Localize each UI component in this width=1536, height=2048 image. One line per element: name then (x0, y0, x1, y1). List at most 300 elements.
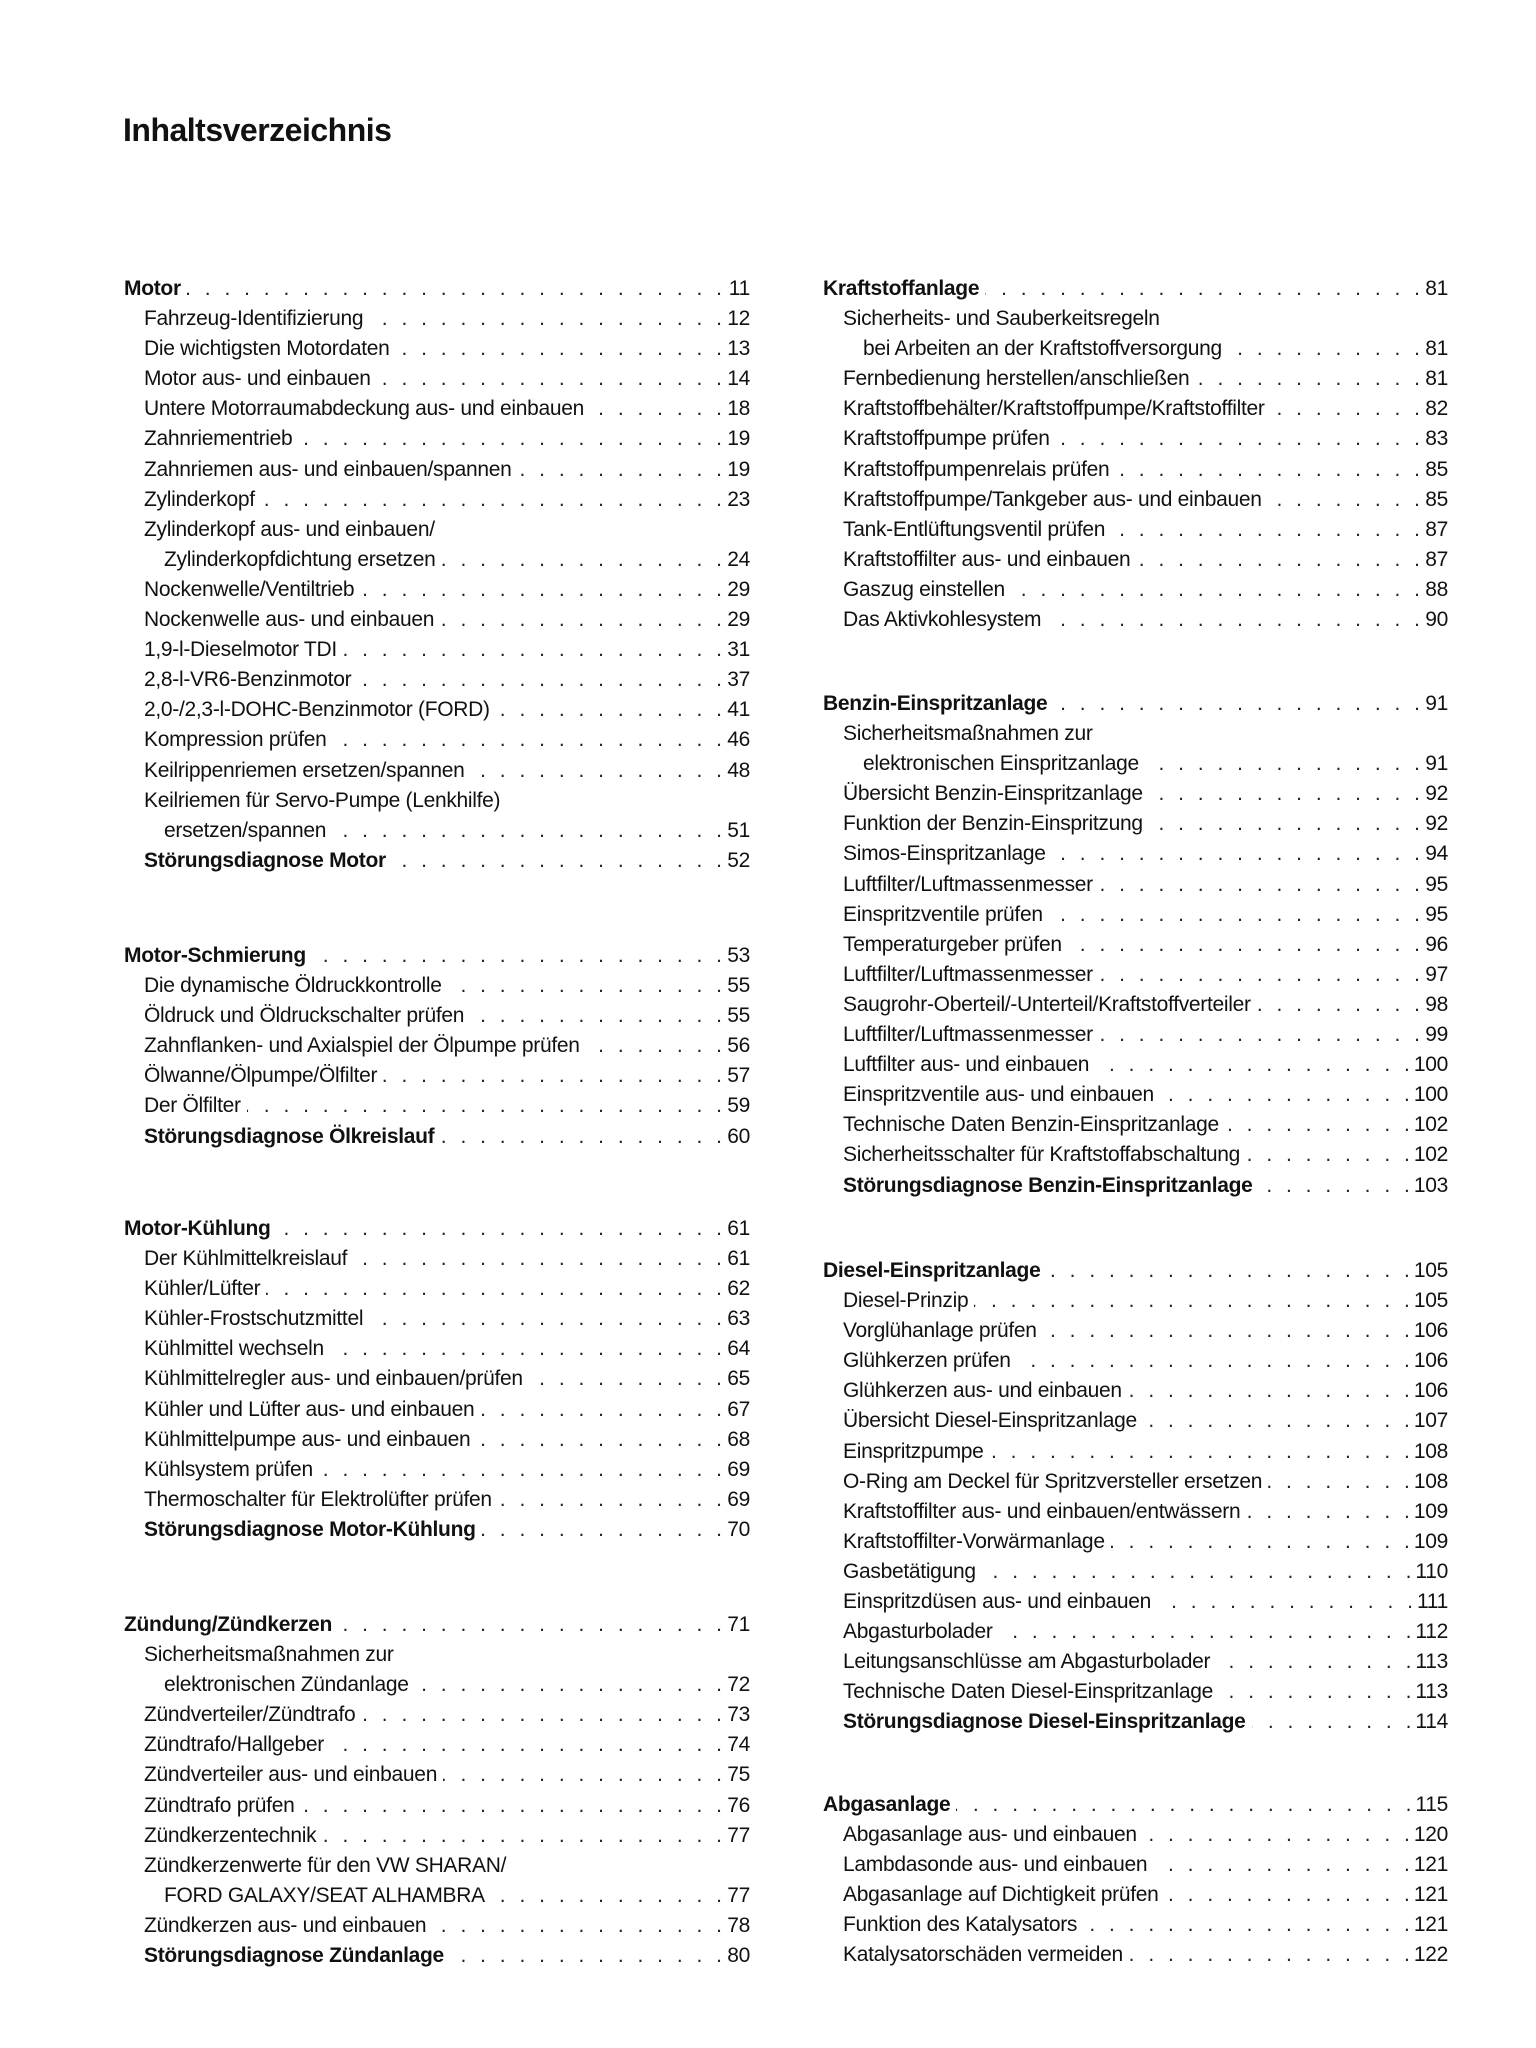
page-number: 24 (727, 547, 750, 571)
page-number: 61 (727, 1247, 750, 1271)
dot-leader (261, 485, 722, 515)
toc-entry[interactable] (823, 870, 1448, 900)
toc-entry[interactable] (124, 1791, 750, 1821)
entry-title: Zündkerzentechnik (144, 1823, 317, 1847)
dot-leader (999, 1617, 1412, 1647)
toc-entry-continuation[interactable] (823, 334, 1448, 364)
dot-leader (353, 1244, 722, 1274)
toc-entry[interactable] (823, 1617, 1448, 1647)
entry-title: Zündung/Zündkerzen (124, 1613, 333, 1636)
toc-entry[interactable] (124, 1334, 750, 1364)
dot-leader (1246, 1140, 1410, 1170)
toc-entry[interactable] (823, 364, 1448, 394)
entry-title: Kompression prüfen (144, 728, 327, 752)
toc-entry[interactable] (124, 846, 750, 876)
section-heading[interactable] (124, 274, 750, 304)
toc-entry[interactable] (823, 1316, 1448, 1346)
page-number: 81 (1425, 277, 1448, 300)
dot-leader (1143, 1820, 1410, 1850)
dot-leader (1099, 960, 1420, 990)
page-number: 110 (1415, 1559, 1448, 1583)
toc-entry[interactable] (823, 575, 1448, 605)
toc-entry[interactable] (124, 1851, 750, 1881)
toc-section (124, 274, 750, 876)
page-number: 13 (727, 337, 750, 361)
entry-title: elektronischen Zündanlage (164, 1673, 409, 1697)
page-number: 121 (1413, 1913, 1448, 1937)
toc-entry[interactable] (823, 1346, 1448, 1376)
dot-leader (1160, 1080, 1410, 1110)
entry-title: Einspritzventile aus- und einbauen (843, 1083, 1154, 1107)
toc-entry[interactable] (124, 665, 750, 695)
page-number: 122 (1413, 1943, 1448, 1967)
toc-entry[interactable] (124, 1515, 750, 1545)
entry-title: Kraftstoffbehälter/Kraftstoffpumpe/Kraftstoffilter (843, 397, 1265, 421)
toc-entry[interactable] (124, 1821, 750, 1851)
dot-leader (1165, 1880, 1410, 1910)
toc-entry[interactable] (124, 515, 750, 545)
dot-leader (440, 1122, 722, 1152)
entry-title: Störungsdiagnose Motor-Kühlung (144, 1517, 476, 1541)
toc-entry[interactable] (124, 394, 750, 424)
dot-leader (1056, 424, 1420, 454)
page-number: 71 (727, 1613, 750, 1636)
dot-leader (1068, 930, 1420, 960)
entry-title: Luftfilter/Luftmassenmesser (843, 962, 1093, 986)
dot-leader (300, 1791, 722, 1821)
entry-title: Störungsdiagnose Diesel-Einspritzanlage (843, 1710, 1246, 1734)
toc-entry[interactable] (823, 455, 1448, 485)
page-number: 107 (1413, 1409, 1448, 1433)
page-number: 108 (1413, 1469, 1448, 1493)
entry-title: Benzin-Einspritzanlage (823, 692, 1048, 715)
page-number: 98 (1425, 992, 1448, 1016)
entry-title: Zahnriementrieb (144, 427, 293, 451)
page-number: 57 (727, 1064, 750, 1088)
dot-leader (330, 1730, 722, 1760)
entry-title: Luftfilter/Luftmassenmesser (843, 1023, 1093, 1047)
entry-title: Motor (124, 277, 181, 300)
toc-entry[interactable] (823, 1940, 1448, 1970)
toc-entry-continuation[interactable] (124, 1881, 750, 1911)
dot-leader (982, 1557, 1412, 1587)
entry-title: Kühler und Lüfter aus- und einbauen (144, 1397, 475, 1421)
page-number: 113 (1415, 1650, 1448, 1674)
page-number: 61 (727, 1217, 750, 1240)
section-heading[interactable] (823, 1256, 1448, 1286)
toc-entry[interactable] (124, 1364, 750, 1394)
toc-entry[interactable] (823, 1497, 1448, 1527)
entry-title: Sicherheitsschalter für Kraftstoffabschaltung (843, 1143, 1240, 1167)
entry-title: Störungsdiagnose Motor (144, 848, 386, 872)
entry-title: Luftfilter aus- und einbauen (843, 1053, 1090, 1077)
entry-title: Funktion der Benzin-Einspritzung (843, 812, 1143, 836)
page-number: 19 (727, 457, 750, 481)
page-number: 48 (727, 758, 750, 782)
entry-title: Zündtrafo prüfen (144, 1793, 295, 1817)
toc-entry[interactable] (823, 545, 1448, 575)
entry-title: Kühlsystem prüfen (144, 1457, 313, 1481)
toc-entry[interactable] (823, 960, 1448, 990)
dot-leader (1153, 1850, 1410, 1880)
toc-entry-continuation[interactable] (124, 545, 750, 575)
toc-entry[interactable] (124, 575, 750, 605)
toc-entry[interactable] (124, 1485, 750, 1515)
toc-entry[interactable] (823, 424, 1448, 454)
section-heading[interactable] (124, 941, 750, 971)
dot-leader (432, 1911, 722, 1941)
dot-leader (990, 1437, 1410, 1467)
dot-leader (1216, 1647, 1411, 1677)
entry-title: Zündkerzenwerte für den VW SHARAN/ (144, 1853, 507, 1877)
toc-entry[interactable] (823, 1171, 1448, 1201)
entry-title: Technische Daten Benzin-Einspritzanlage (843, 1113, 1219, 1137)
page-number: 14 (727, 367, 750, 391)
page-number: 113 (1415, 1680, 1448, 1704)
toc-entry-continuation[interactable] (124, 1670, 750, 1700)
page-number: 19 (727, 427, 750, 451)
toc-entry[interactable] (124, 1425, 750, 1455)
toc-entry[interactable] (823, 1647, 1448, 1677)
entry-title: Störungsdiagnose Ölkreislauf (144, 1124, 435, 1148)
entry-title: Gaszug einstellen (843, 577, 1005, 601)
section-heading[interactable] (823, 1790, 1448, 1820)
toc-entry[interactable] (124, 485, 750, 515)
page-number: 18 (727, 397, 750, 421)
dot-leader (332, 816, 722, 846)
page-number: 99 (1425, 1023, 1448, 1047)
entry-title: Zylinderkopfdichtung ersetzen (164, 547, 436, 571)
page-number: 37 (727, 668, 750, 692)
toc-entry-continuation[interactable] (124, 816, 750, 846)
page-number: 100 (1413, 1053, 1448, 1077)
dot-leader (1136, 545, 1420, 575)
dot-leader (974, 1286, 1410, 1316)
toc-entry[interactable] (823, 779, 1448, 809)
entry-title: Untere Motorraumabdeckung aus- und einbauen (144, 397, 585, 421)
entry-title: Kühlmittel wechseln (144, 1337, 324, 1361)
entry-title: Temperaturgeber prüfen (843, 932, 1062, 956)
dot-leader (338, 1610, 722, 1640)
toc-entry[interactable] (124, 1730, 750, 1760)
dot-leader (1271, 394, 1420, 424)
dot-leader (247, 1091, 722, 1121)
entry-title: Kraftstoffilter aus- und einbauen (843, 547, 1131, 571)
page-number: 73 (727, 1703, 750, 1727)
entry-title: Die dynamische Öldruckkontrolle (144, 974, 442, 998)
page-number: 81 (1425, 367, 1448, 391)
page-number: 102 (1413, 1113, 1448, 1137)
toc-entry[interactable] (823, 1707, 1448, 1737)
page-number: 87 (1425, 517, 1448, 541)
toc-entry[interactable] (124, 786, 750, 816)
toc-entry[interactable] (823, 809, 1448, 839)
dot-leader (1053, 689, 1420, 719)
toc-entry[interactable] (823, 1467, 1448, 1497)
dot-leader (1257, 990, 1420, 1020)
page-number: 56 (727, 1034, 750, 1058)
toc-entry[interactable] (823, 1140, 1448, 1170)
toc-entry[interactable] (823, 304, 1448, 334)
toc-entry[interactable] (124, 1395, 750, 1425)
page-number: 112 (1415, 1620, 1448, 1644)
entry-title: Sicherheitsmaßnahmen zur (843, 722, 1093, 746)
entry-title: Zündtrafo/Hallgeber (144, 1733, 324, 1757)
section-heading[interactable] (823, 274, 1448, 304)
toc-entry[interactable] (124, 1760, 750, 1790)
toc-entry[interactable] (823, 485, 1448, 515)
entry-title: 2,0-/2,3-l-DOHC-Benzinmotor (FORD) (144, 698, 490, 722)
entry-title: Störungsdiagnose Benzin-Einspritzanlage (843, 1173, 1253, 1197)
page-number: 11 (728, 277, 750, 300)
toc-entry[interactable] (823, 1437, 1448, 1467)
entry-title: Das Aktivkohlesystem (843, 608, 1042, 632)
section-heading[interactable] (823, 689, 1448, 719)
page-number: 81 (1425, 337, 1448, 361)
toc-entry[interactable] (823, 839, 1448, 869)
page-number: 120 (1413, 1823, 1448, 1847)
entry-title: elektronischen Einspritzanlage (863, 752, 1139, 776)
toc-entry[interactable] (823, 1910, 1448, 1940)
page-number: 121 (1413, 1853, 1448, 1877)
page-number: 82 (1425, 397, 1448, 421)
entry-title: Leitungsanschlüsse am Abgasturbolader (843, 1650, 1211, 1674)
entry-title: O-Ring am Deckel für Spritzversteller ersetzen (843, 1469, 1263, 1493)
entry-title: Abgasanlage auf Dichtigkeit prüfen (843, 1883, 1159, 1907)
entry-title: Sicherheitsmaßnahmen zur (144, 1643, 394, 1667)
toc-entry[interactable] (823, 1820, 1448, 1850)
toc-entry[interactable] (124, 1244, 750, 1274)
section-heading[interactable] (124, 1610, 750, 1640)
toc-entry[interactable] (823, 1376, 1448, 1406)
toc-entry[interactable] (124, 635, 750, 665)
dot-leader (266, 1274, 722, 1304)
toc-section (124, 1610, 750, 1971)
dot-leader (1219, 1677, 1411, 1707)
entry-title: Kraftstoffpumpe/Tankgeber aus- und einbauen (843, 487, 1262, 511)
entry-title: Kraftstoffpumpe prüfen (843, 427, 1050, 451)
toc-entry[interactable] (823, 930, 1448, 960)
entry-title: Zylinderkopf aus- und einbauen/ (144, 517, 435, 541)
toc-entry[interactable] (124, 1274, 750, 1304)
entry-title: Motor aus- und einbauen (144, 367, 371, 391)
entry-title: Zahnriemen aus- und einbauen/spannen (144, 457, 512, 481)
dot-leader (1129, 1940, 1410, 1970)
page-number: 29 (727, 608, 750, 632)
dot-leader (1052, 839, 1420, 869)
entry-title: Kühlmittelpumpe aus- und einbauen (144, 1427, 471, 1451)
entry-title: Übersicht Diesel-Einspritzanlage (843, 1409, 1137, 1433)
toc-entry[interactable] (124, 756, 750, 786)
entry-title: Zündverteiler/Zündtrafo (144, 1703, 356, 1727)
page-number: 91 (1425, 752, 1448, 776)
entry-title: Der Kühlmittelkreislauf (144, 1247, 348, 1271)
entry-title: Motor-Kühlung (124, 1217, 271, 1240)
page-number: 105 (1413, 1289, 1448, 1313)
page-number: 115 (1415, 1793, 1448, 1816)
dot-leader (586, 1031, 722, 1061)
entry-title: ersetzen/spannen (164, 818, 327, 842)
page-number: 97 (1425, 962, 1448, 986)
dot-leader (187, 274, 722, 304)
toc-entry[interactable] (823, 1020, 1448, 1050)
toc-entry[interactable] (124, 1941, 750, 1971)
toc-entry[interactable] (124, 1031, 750, 1061)
toc-entry[interactable] (823, 719, 1448, 749)
toc-entry[interactable] (823, 1557, 1448, 1587)
toc-entry[interactable] (124, 1455, 750, 1485)
entry-title: Kraftstoffpumpenrelais prüfen (843, 457, 1110, 481)
toc-section (823, 1256, 1448, 1738)
toc-entry[interactable] (124, 725, 750, 755)
toc-entry[interactable] (124, 1304, 750, 1334)
entry-title: Einspritzdüsen aus- und einbauen (843, 1590, 1151, 1614)
entry-title: Zahnflanken- und Axialspiel der Ölpumpe prüfen (144, 1034, 580, 1058)
dot-leader (1047, 605, 1420, 635)
toc-entry[interactable] (823, 1110, 1448, 1140)
toc-entry[interactable] (823, 1286, 1448, 1316)
page-number: 64 (727, 1337, 750, 1361)
entry-title: Motor-Schmierung (124, 944, 306, 967)
entry-title: bei Arbeiten an der Kraftstoffversorgung (863, 337, 1222, 361)
entry-title: Kühlmittelregler aus- und einbauen/prüfen (144, 1367, 523, 1391)
toc-entry[interactable] (124, 1091, 750, 1121)
entry-title: Einspritzpumpe (843, 1439, 984, 1463)
entry-title: Gasbetätigung (843, 1559, 976, 1583)
toc-entry[interactable] (124, 424, 750, 454)
toc-entry[interactable] (124, 334, 750, 364)
dot-leader (361, 1700, 722, 1730)
toc-entry[interactable] (124, 364, 750, 394)
dot-leader (1083, 1910, 1410, 1940)
toc-section (823, 274, 1448, 635)
page-number: 59 (727, 1094, 750, 1118)
page-number: 105 (1413, 1259, 1448, 1282)
toc-entry[interactable] (823, 900, 1448, 930)
dot-leader (448, 971, 722, 1001)
toc-entry[interactable] (124, 1911, 750, 1941)
page-number: 69 (727, 1457, 750, 1481)
toc-entry[interactable] (823, 1880, 1448, 1910)
entry-title: Diesel-Einspritzanlage (823, 1259, 1041, 1282)
toc-entry[interactable] (124, 605, 750, 635)
toc-entry[interactable] (823, 1050, 1448, 1080)
page-number: 60 (727, 1124, 750, 1148)
dot-leader (1268, 485, 1420, 515)
entry-title: Einspritzventile prüfen (843, 902, 1043, 926)
dot-leader (357, 665, 722, 695)
toc-entry[interactable] (823, 1587, 1448, 1617)
entry-title: Nockenwelle/Ventiltrieb (144, 577, 355, 601)
dot-leader (383, 1061, 722, 1091)
toc-entry[interactable] (124, 1001, 750, 1031)
entry-title: Ölwanne/Ölpumpe/Ölfilter (144, 1064, 378, 1088)
dot-leader (392, 846, 722, 876)
dot-leader (1145, 749, 1420, 779)
dot-leader (529, 1364, 722, 1394)
page-number: 108 (1413, 1439, 1448, 1463)
toc-section (823, 689, 1448, 1201)
toc-entry[interactable] (823, 394, 1448, 424)
section-heading[interactable] (124, 1214, 750, 1244)
dot-leader (333, 725, 722, 755)
page-number: 92 (1425, 782, 1448, 806)
entry-title: Kühler/Lüfter (144, 1277, 261, 1301)
page-number: 106 (1413, 1319, 1448, 1343)
dot-leader (1043, 1316, 1410, 1346)
page-number: 69 (727, 1487, 750, 1511)
dot-leader (396, 334, 723, 364)
toc-entry[interactable] (124, 455, 750, 485)
page-number: 31 (727, 638, 750, 662)
entry-title: Abgasturbolader (843, 1620, 993, 1644)
entry-title: Keilrippenriemen ersetzen/spannen (144, 758, 465, 782)
dot-leader (1143, 1406, 1410, 1436)
page-number: 94 (1425, 842, 1448, 866)
dot-leader (482, 1515, 722, 1545)
toc-entry[interactable] (124, 695, 750, 725)
page-number: 95 (1425, 902, 1448, 926)
toc-entry[interactable] (823, 1850, 1448, 1880)
page-number: 55 (727, 974, 750, 998)
page-number: 90 (1425, 608, 1448, 632)
entry-title: Katalysatorschäden vermeiden (843, 1943, 1123, 1967)
entry-title: Kraftstoffilter aus- und einbauen/entwässern (843, 1499, 1241, 1523)
toc-entry[interactable] (823, 515, 1448, 545)
toc-entry[interactable] (124, 971, 750, 1001)
toc-entry[interactable] (124, 1700, 750, 1730)
entry-title: Sicherheits- und Sauberkeitsregeln (843, 307, 1160, 331)
dot-leader (480, 1395, 722, 1425)
dot-leader (322, 1821, 722, 1851)
toc-entry[interactable] (823, 1080, 1448, 1110)
page-number: 92 (1425, 812, 1448, 836)
page-number: 65 (727, 1367, 750, 1391)
toc-section (124, 941, 750, 1152)
entry-title: Vorglühanlage prüfen (843, 1319, 1037, 1343)
page-number: 109 (1413, 1499, 1448, 1523)
toc-entry[interactable] (823, 1406, 1448, 1436)
toc-entry[interactable] (823, 605, 1448, 635)
page-number: 78 (727, 1913, 750, 1937)
page-number: 68 (727, 1427, 750, 1451)
dot-leader (956, 1790, 1411, 1820)
toc-entry[interactable] (124, 1640, 750, 1670)
dot-leader (496, 695, 722, 725)
dot-leader (1246, 1497, 1410, 1527)
dot-leader (343, 635, 722, 665)
toc-entry[interactable] (823, 1677, 1448, 1707)
toc-entry[interactable] (124, 1122, 750, 1152)
dot-leader (277, 1214, 722, 1244)
dot-leader (498, 1485, 722, 1515)
toc-entry[interactable] (124, 304, 750, 334)
dot-leader (1111, 1527, 1410, 1557)
toc-entry[interactable] (823, 990, 1448, 1020)
toc-entry[interactable] (823, 1527, 1448, 1557)
page-number: 111 (1416, 1590, 1448, 1614)
page-number: 88 (1425, 577, 1448, 601)
dot-leader (1046, 1256, 1409, 1286)
toc-entry[interactable] (124, 1061, 750, 1091)
dot-leader (1049, 900, 1420, 930)
page-number: 109 (1413, 1529, 1448, 1553)
entry-title: Funktion des Katalysators (843, 1913, 1078, 1937)
page-number: 12 (727, 307, 750, 331)
toc-entry-continuation[interactable] (823, 749, 1448, 779)
page-number: 63 (727, 1307, 750, 1331)
entry-title: Öldruck und Öldruckschalter prüfen (144, 1004, 465, 1028)
